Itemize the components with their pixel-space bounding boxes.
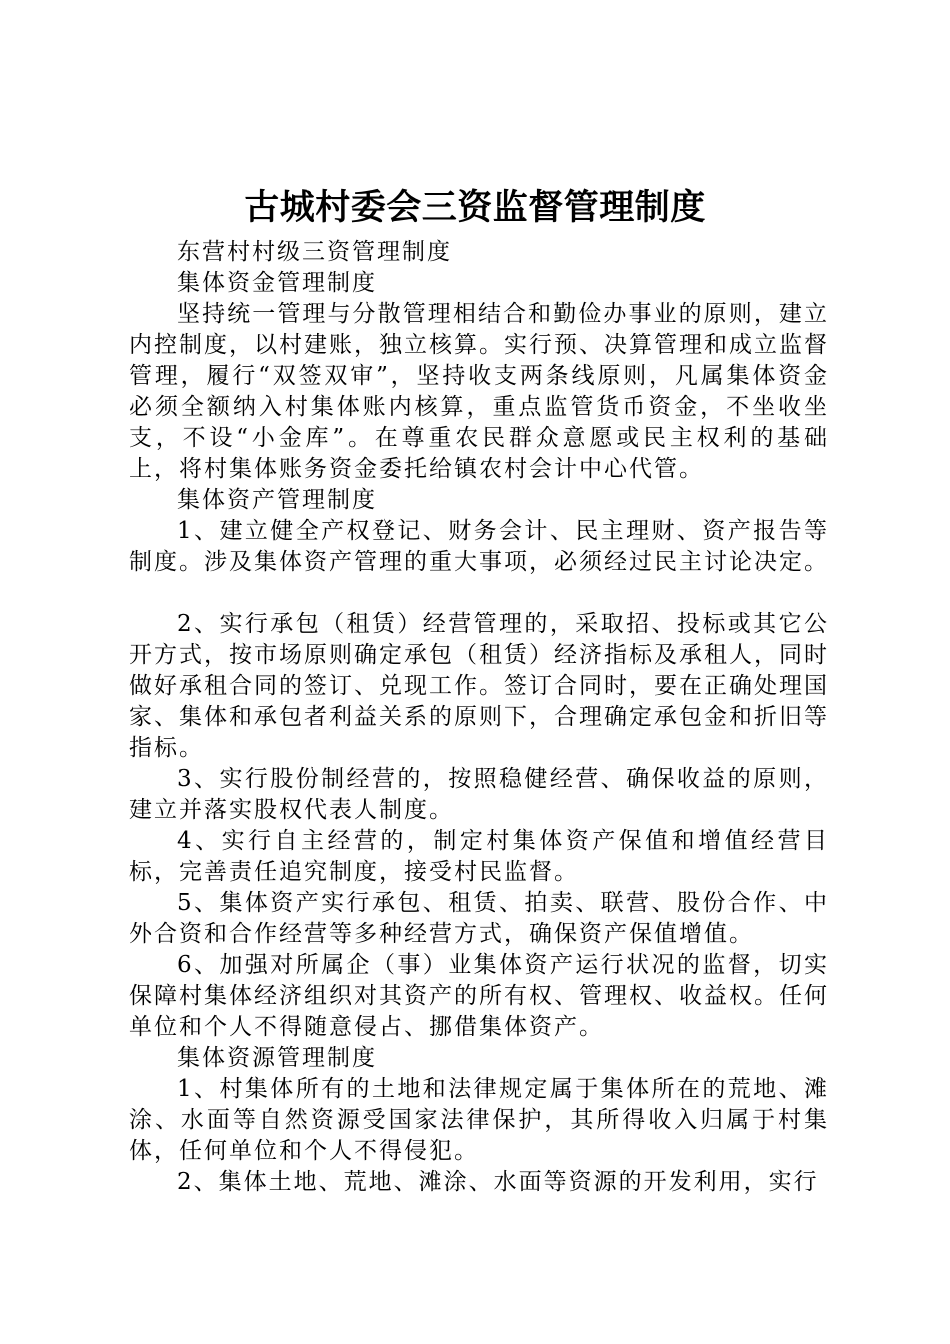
assets-item-4: 4、实行自主经营的，制定村集体资产保值和增值经营目标，完善责任追究制度，接受村民监督。 xyxy=(129,828,829,885)
section-heading-resources: 集体资源管理制度 xyxy=(177,1045,377,1071)
resources-item-2: 2、集体土地、荒地、滩涂、水面等资源的开发利用，实行 xyxy=(177,1169,819,1195)
document-body xyxy=(129,237,829,1198)
assets-item-2: 2、实行承包（租赁）经营管理的，采取招、投标或其它公开方式，按市场原则确定承包（租赁）经济指标及承租人，同时做好承租合同的签订、兑现工作。签订合同时，要在正确处理国家、集体和承包者利益关系的原则下，合理确定承包金和折旧等指标。 xyxy=(129,611,829,761)
assets-item-1: 1、建立健全产权登记、财务会计、民主理财、资产报告等制度。涉及集体资产管理的重大事项，必须经过民主讨论决定。 xyxy=(129,518,829,575)
section-heading-assets: 集体资产管理制度 xyxy=(177,487,377,513)
resources-item-1: 1、村集体所有的土地和法律规定属于集体所在的荒地、滩涂、水面等自然资源受国家法律保护，其所得收入归属于村集体，任何单位和个人不得侵犯。 xyxy=(129,1076,829,1164)
assets-item-6: 6、加强对所属企（事）业集体资产运行状况的监督，切实保障村集体经济组织对其资产的所有权、管理权、收益权。任何单位和个人不得随意侵占、挪借集体资产。 xyxy=(129,952,829,1040)
assets-item-3: 3、实行股份制经营的，按照稳健经营、确保收益的原则，建立并落实股权代表人制度。 xyxy=(129,766,829,823)
subtitle-paragraph: 东营村村级三资管理制度 xyxy=(177,239,452,265)
section-heading-funds: 集体资金管理制度 xyxy=(177,270,377,296)
document-title: 古城村委会三资监督管理制度 xyxy=(244,188,706,228)
funds-paragraph: 坚持统一管理与分散管理相结合和勤俭办事业的原则，建立内控制度，以村建账，独立核算。实行预、决算管理和成立监督管理，履行“双签双审”，坚持收支两条线原则，凡属集体资金必须全额纳入村集体账内核算，重点监管货币资金，不坐收坐支，不设“小金库”。在尊重农民群众意愿或民主权利的基础上，将村集体账务资金委托给镇农村会计中心代管。 xyxy=(129,301,829,482)
assets-item-5: 5、集体资产实行承包、租赁、拍卖、联营、股份合作、中外合资和合作经营等多种经营方式，确保资产保值增值。 xyxy=(129,890,829,947)
paragraph-gap xyxy=(129,578,829,609)
